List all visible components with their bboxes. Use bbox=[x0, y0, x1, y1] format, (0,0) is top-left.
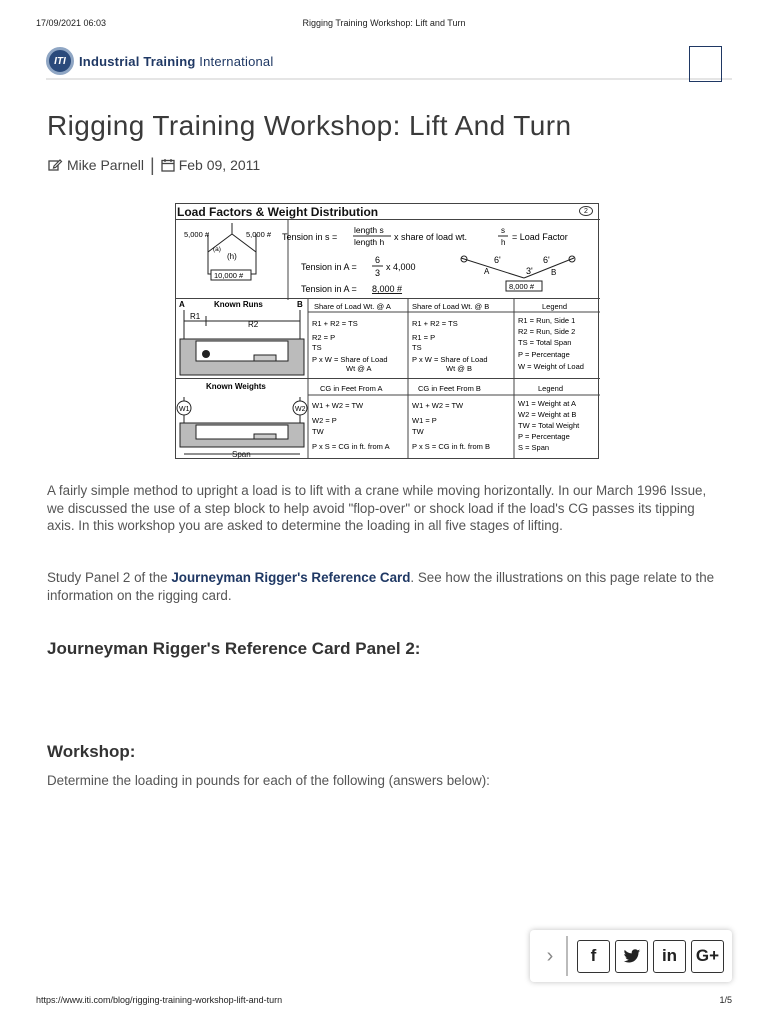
weights-c2-line3: TW bbox=[412, 427, 424, 436]
runs-c1-line5: Wt @ A bbox=[346, 364, 372, 373]
runs-end-a: A bbox=[179, 300, 185, 309]
tension-frac-num: length s bbox=[354, 225, 384, 235]
r2-label: R2 bbox=[248, 320, 259, 329]
load-left-label: 5,000 # bbox=[184, 230, 210, 239]
weights-c2-line4: P x S = CG in ft. from B bbox=[412, 442, 491, 451]
known-weights-diagram bbox=[176, 379, 600, 459]
runs-c3-line5: W = Weight of Load bbox=[518, 362, 584, 371]
runs-c1-line2: R2 = P bbox=[312, 333, 336, 342]
author-name[interactable]: Mike Parnell bbox=[67, 157, 145, 173]
menu-button[interactable] bbox=[689, 46, 722, 82]
weights-c1-line2: W2 = P bbox=[312, 416, 337, 425]
sling-a-label: A bbox=[484, 267, 490, 276]
study-paragraph bbox=[47, 569, 723, 604]
page-title: Rigging Training Workshop: Lift And Turn bbox=[47, 110, 572, 141]
runs-c2-line1: R1 + R2 = TS bbox=[412, 319, 458, 328]
calendar-icon bbox=[161, 158, 175, 172]
weights-c1-line3: TW bbox=[312, 427, 324, 436]
site-logo[interactable] bbox=[46, 47, 273, 75]
angle-a-label: (a) bbox=[213, 246, 221, 253]
runs-c3-line2: R2 = Run, Side 2 bbox=[518, 327, 576, 336]
span-label: Span bbox=[232, 450, 251, 459]
dim-6b-label: 6' bbox=[543, 255, 550, 265]
tension-a-den: 3 bbox=[375, 268, 381, 278]
print-title: Rigging Training Workshop: Lift and Turn bbox=[302, 18, 466, 28]
logo-text-light: International bbox=[199, 53, 274, 69]
reference-card-heading: Journeyman Rigger's Reference Card Panel 2: bbox=[47, 639, 421, 658]
runs-c1-line1: R1 + R2 = TS bbox=[312, 319, 358, 328]
runs-c2-line5: Wt @ B bbox=[446, 364, 472, 373]
load-factors-figure bbox=[175, 203, 599, 459]
print-url: https://www.iti.com/blog/rigging-training-workshop-lift-and-turn bbox=[36, 995, 283, 1005]
runs-col1-head: Share of Load Wt. @ A bbox=[314, 302, 391, 311]
w1-label: W1 bbox=[179, 406, 190, 413]
workshop-paragraph: Determine the loading in pounds for each of the following (answers below): bbox=[47, 773, 490, 788]
tension-a-prefix: Tension in A = bbox=[301, 262, 357, 272]
runs-c2-line3: TS bbox=[412, 343, 422, 352]
figure-row-known-weights bbox=[176, 379, 600, 459]
runs-c3-line1: R1 = Run, Side 1 bbox=[518, 316, 576, 325]
tension-a2-value: 8,000 # bbox=[372, 284, 403, 294]
angle-h-label: (h) bbox=[227, 252, 237, 261]
known-runs-diagram bbox=[176, 299, 600, 379]
known-weights-label: Known Weights bbox=[206, 382, 266, 391]
runs-c1-line3: TS bbox=[312, 343, 322, 352]
weights-col3-head: Legend bbox=[538, 384, 564, 393]
figure-title: Load Factors & Weight Distribution bbox=[177, 205, 379, 219]
chevron-right-icon[interactable]: › bbox=[534, 936, 568, 976]
site-header bbox=[46, 38, 732, 80]
weights-c2-line1: W1 + W2 = TW bbox=[412, 401, 464, 410]
figure-panel-badge: 2 bbox=[579, 206, 593, 216]
linkedin-share-button[interactable] bbox=[653, 940, 686, 973]
tension-frac-den: length h bbox=[354, 237, 385, 247]
study-text-after: . See how the illustrations on this page relate to the information on the rigging card. bbox=[47, 570, 715, 603]
weights-c2-line2: W1 = P bbox=[412, 416, 437, 425]
print-datetime: 17/09/2021 06:03 bbox=[36, 18, 107, 28]
weights-c3-line3: TW = Total Weight bbox=[518, 421, 580, 430]
weights-col1-head: CG in Feet From A bbox=[320, 384, 383, 393]
r1-label: R1 bbox=[190, 312, 201, 321]
reference-card-link[interactable]: Journeyman Rigger's Reference Card bbox=[171, 570, 411, 585]
workshop-heading: Workshop: bbox=[47, 742, 136, 761]
share-bar bbox=[530, 930, 732, 982]
tension-a-num: 6 bbox=[375, 255, 381, 265]
tension-formula-prefix: Tension in s = bbox=[282, 232, 338, 242]
weights-c1-line1: W1 + W2 = TW bbox=[312, 401, 364, 410]
load-right-label: 5,000 # bbox=[246, 230, 272, 239]
dim-3-label: 3' bbox=[526, 266, 533, 276]
figure-row-known-runs bbox=[176, 299, 600, 379]
runs-c2-line2: R1 = P bbox=[412, 333, 436, 342]
weights-c3-line4: P = Percentage bbox=[518, 432, 570, 441]
total-weight-label: 10,000 # bbox=[214, 271, 244, 280]
logo-mark-icon: ITI bbox=[46, 47, 74, 75]
runs-end-b: B bbox=[297, 300, 303, 309]
google-plus-share-button[interactable] bbox=[691, 940, 724, 973]
tension-formula-suffix: x share of load wt. bbox=[394, 232, 468, 242]
logo-text-bold: Industrial Training bbox=[79, 53, 196, 69]
runs-c3-line4: P = Percentage bbox=[518, 350, 570, 359]
publish-date: Feb 09, 2011 bbox=[178, 157, 261, 173]
known-runs-label: Known Runs bbox=[214, 300, 263, 309]
load-factor-num: s bbox=[501, 226, 505, 235]
article-meta bbox=[48, 157, 260, 173]
study-text-before: Study Panel 2 of the bbox=[47, 570, 172, 585]
meta-separator: | bbox=[150, 155, 155, 175]
runs-col3-head: Legend bbox=[542, 302, 568, 311]
tension-a-suffix: x 4,000 bbox=[386, 262, 416, 272]
runs-c1-line4: P x W = Share of Load bbox=[312, 355, 388, 364]
load-factor-den: h bbox=[501, 238, 506, 247]
dim-6a-label: 6' bbox=[494, 255, 501, 265]
intro-paragraph: A fairly simple method to upright a load is to lift with a crane while moving horizontally. In our March 1996 Issue, we discussed the use of a step block to help avoid "flop-over" or shock load if the load's CG passes its tipping axis. In this workshop you are asked to determine the loading in all five stages of lifting. bbox=[47, 483, 707, 533]
logo-text bbox=[79, 54, 273, 69]
weights-c1-line4: P x S = CG in ft. from A bbox=[312, 442, 390, 451]
runs-c2-line4: P x W = Share of Load bbox=[412, 355, 488, 364]
print-footer bbox=[36, 995, 732, 1007]
load-factor-label: = Load Factor bbox=[512, 232, 568, 242]
load-factor-diagram bbox=[176, 220, 600, 300]
w2-label: W2 bbox=[295, 406, 306, 413]
print-page-number: 1/5 bbox=[719, 995, 732, 1005]
facebook-icon: f bbox=[590, 946, 597, 965]
twitter-share-button[interactable] bbox=[615, 940, 648, 973]
weights-col2-head: CG in Feet From B bbox=[418, 384, 481, 393]
twitter-bird-icon bbox=[623, 949, 641, 964]
weights-c3-line2: W2 = Weight at B bbox=[518, 410, 577, 419]
sling-b-label: B bbox=[551, 268, 557, 277]
tension-a2-prefix: Tension in A = bbox=[301, 284, 357, 294]
figure-row-load-factor bbox=[176, 219, 600, 299]
weights-c3-line1: W1 = Weight at A bbox=[518, 399, 577, 408]
google-plus-icon: G+ bbox=[695, 946, 720, 965]
print-header bbox=[36, 18, 732, 30]
sling-weight-label: 8,000 # bbox=[509, 282, 535, 291]
facebook-share-button[interactable] bbox=[577, 940, 610, 973]
weights-c3-line5: S = Span bbox=[518, 443, 550, 452]
runs-col2-head: Share of Load Wt. @ B bbox=[412, 302, 490, 311]
runs-c3-line3: TS = Total Span bbox=[518, 338, 572, 347]
linkedin-icon: in bbox=[661, 946, 678, 965]
edit-icon bbox=[48, 158, 63, 172]
